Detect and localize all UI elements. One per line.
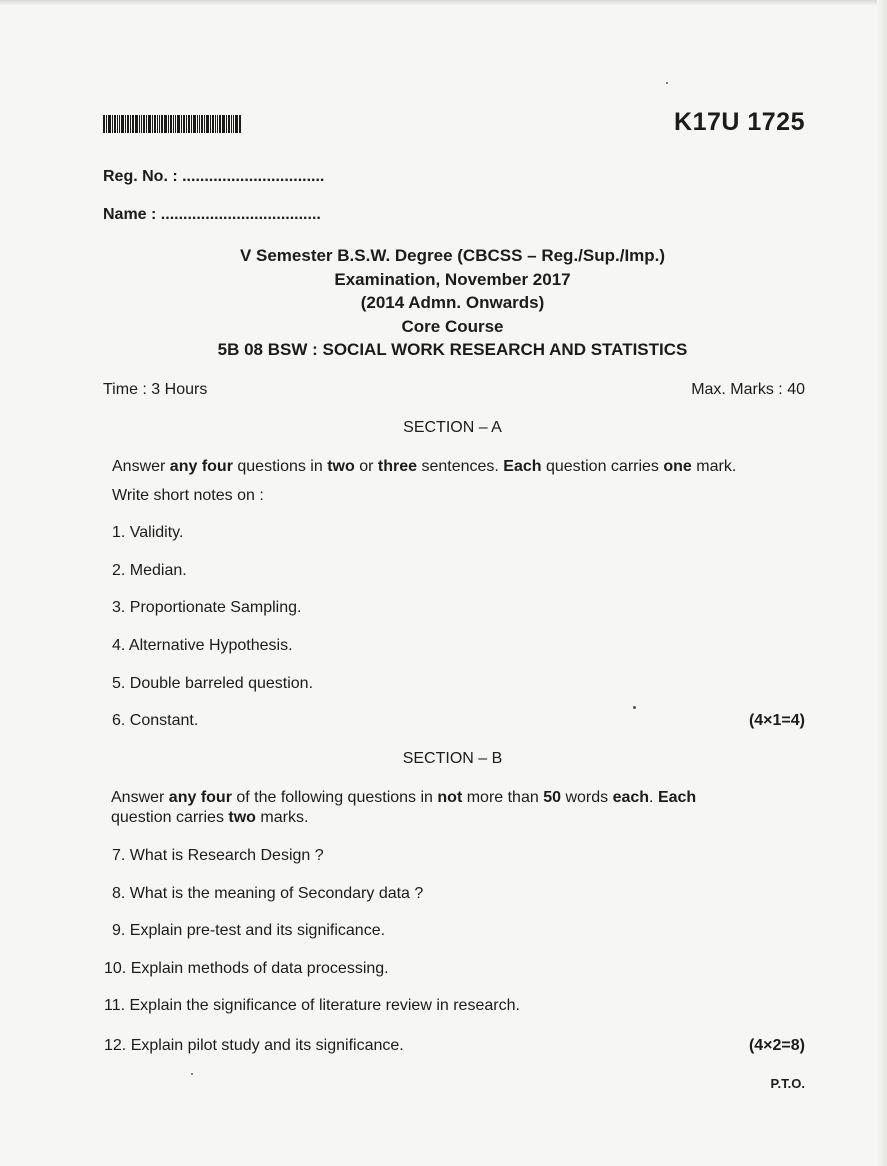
section-a-subinstruction: Write short notes on : (112, 487, 264, 504)
scan-speck (666, 82, 668, 84)
scan-edge-top (0, 0, 887, 6)
paper-code: K17U 1725 (674, 108, 805, 136)
section-b-title: SECTION – B (402, 750, 503, 767)
reg-no-field: Reg. No. : ................................ (103, 168, 325, 185)
title-line-2: Examination, November 2017 (334, 269, 571, 289)
scan-speck (191, 1073, 193, 1075)
exam-title (100, 244, 805, 362)
title-line-4: Core Course (401, 316, 504, 336)
question-item: 6. Constant. (112, 712, 199, 729)
question-item: 5. Double barreled question. (112, 675, 314, 692)
time-label: Time : 3 Hours (103, 381, 208, 398)
title-line-3: (2014 Admn. Onwards) (360, 293, 545, 312)
question-item: 9. Explain pre-test and its significance. (112, 922, 386, 939)
question-item: 3. Proportionate Sampling. (112, 599, 302, 616)
section-b-instruction: Answer any four of the following questions in not more than 50 words each. Each question carries two marks. (111, 789, 697, 826)
section-b-marks: (4×2=8) (748, 1037, 805, 1054)
question-item: 11. Explain the significance of literature review in research. (104, 997, 520, 1014)
question-item: 2. Median. (112, 562, 187, 579)
max-marks-label: Max. Marks : 40 (691, 381, 805, 398)
section-a-instruction: Answer any four questions in two or three sentences. Each question carries one mark. (112, 458, 737, 475)
question-item: 4. Alternative Hypothesis. (112, 637, 293, 654)
section-a-title: SECTION – A (403, 419, 502, 436)
meta-row (103, 381, 805, 399)
barcode (103, 115, 261, 133)
question-item: 12. Explain pilot study and its significance. (104, 1037, 404, 1054)
pto-label: P.T.O. (770, 1076, 805, 1091)
title-line-5: 5B 08 BSW : SOCIAL WORK RESEARCH AND STATISTICS (217, 340, 688, 359)
scan-speck (633, 706, 636, 709)
section-a-marks: (4×1=4) (748, 712, 805, 729)
question-item: 10. Explain methods of data processing. (104, 960, 389, 977)
question-item: 7. What is Research Design ? (112, 847, 324, 864)
name-field: Name : .................................... (103, 206, 321, 223)
scan-edge-right (877, 0, 887, 1166)
question-item: 8. What is the meaning of Secondary data ? (112, 885, 424, 902)
question-item: 1. Validity. (112, 524, 184, 541)
title-line-1: V Semester B.S.W. Degree (CBCSS – Reg./Sup./Imp.) (239, 246, 666, 265)
